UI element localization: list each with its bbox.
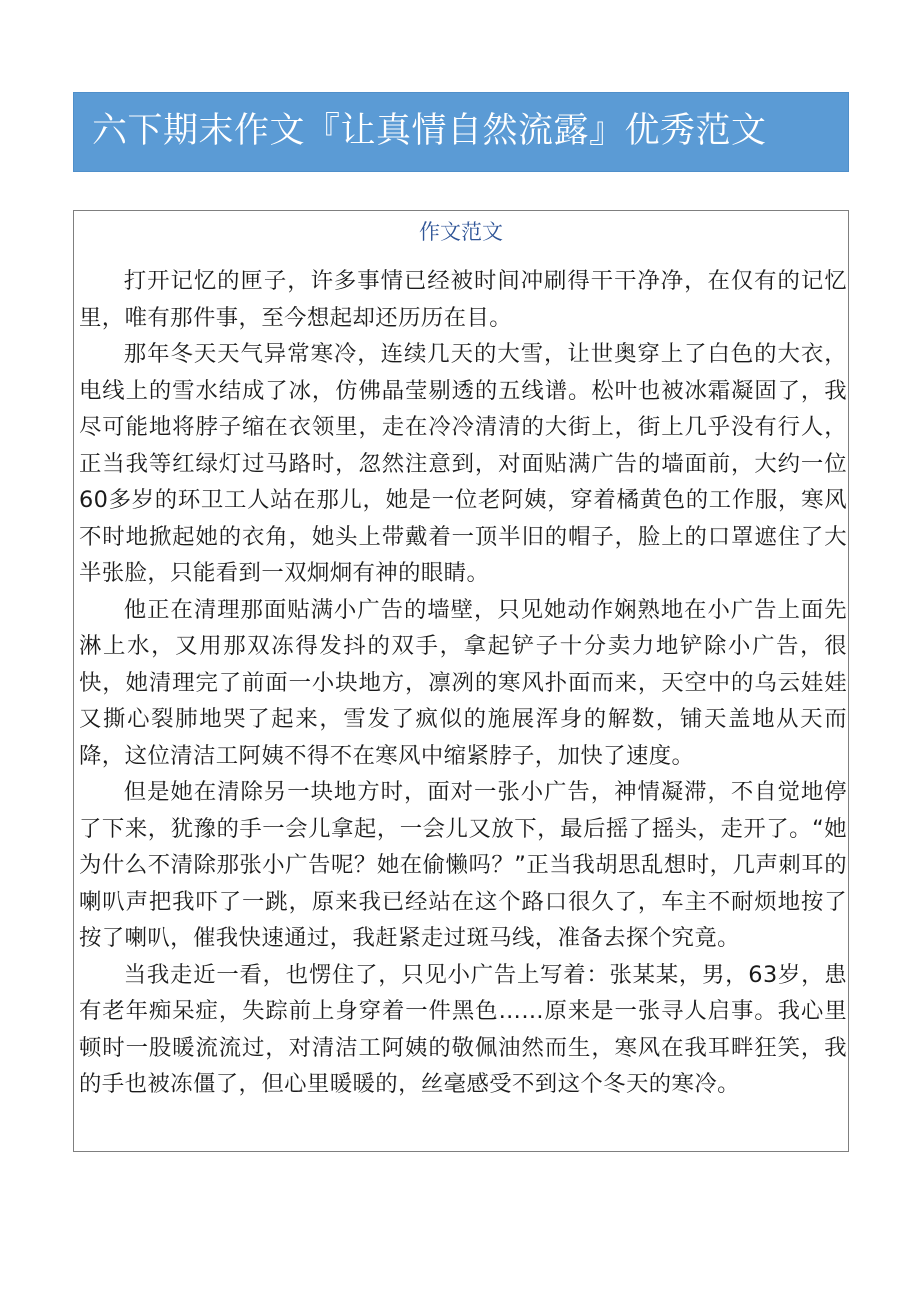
essay-paragraph-4: 但是她在清除另一块地方时，面对一张小广告，神情凝滞，不自觉地停了下来，犹豫的手一会儿拿起，一会儿又放下，最后摇了摇头，走开了。“她为什么不清除那张小广告呢？她在偷懒吗？”正当我胡思乱想时，几声刺耳的喇叭声把我吓了一跳，原来我已经站在这个路口很久了，车主不耐烦地按了按了喇叭，催我快速通过，我赶紧走过斑马线，准备去探个究竟。: [79, 779, 847, 951]
essay-paragraph-2: 那年冬天天气异常寒冷，连续几天的大雪，让世奥穿上了白色的大衣，电线上的雪水结成了冰，仿佛晶莹剔透的五线谱。松叶也被冰霜凝固了，我尽可能地将脖子缩在衣领里，走在冷冷清清的大街上，街上几乎没有行人，正当我等红绿灯过马路时，忽然注意到，对面贴满广告的墙面前，大约一位60多岁的环卫工人站在那儿，她是一位老阿姨，穿着橘黄色的工作服，寒风不时地掀起她的衣角，她头上带戴着一顶半旧的帽子，脸上的口罩遮住了大半张脸，只能看到一双炯炯有神的眼睛。: [79, 341, 847, 586]
essay-box: [73, 210, 849, 1152]
section-heading: 作文范文: [419, 220, 503, 244]
essay-body: [79, 263, 847, 1103]
essay-paragraph-5: 当我走近一看，也愣住了，只见小广告上写着：张某某，男，63岁，患有老年痴呆症，失踪前上身穿着一件黑色……原来是一张寻人启事。我心里顿时一股暖流流过，对清洁工阿姨的敬佩油然而生，寒风在我耳畔狂笑，我的手也被冻僵了，但心里暖暖的，丝毫感受不到这个冬天的寒冷。: [79, 961, 847, 1097]
essay-paragraph-1: 打开记忆的匣子，许多事情已经被时间冲刷得干干净净，在仅有的记忆里，唯有那件事，至今想起却还历历在目。: [79, 268, 847, 331]
title-banner: [73, 92, 849, 172]
document-title: 六下期末作文『让真情自然流露』优秀范文: [92, 111, 767, 151]
essay-paragraph-3: 他正在清理那面贴满小广告的墙壁，只见她动作娴熟地在小广告上面先淋上水，又用那双冻得发抖的双手，拿起铲子十分卖力地铲除小广告，很快，她清理完了前面一小块地方，凛冽的寒风扑面而来，天空中的乌云娃娃又撕心裂肺地哭了起来，雪发了疯似的施展浑身的解数，铺天盖地从天而降，这位清洁工阿姨不得不在寒风中缩紧脖子，加快了速度。: [79, 596, 847, 769]
